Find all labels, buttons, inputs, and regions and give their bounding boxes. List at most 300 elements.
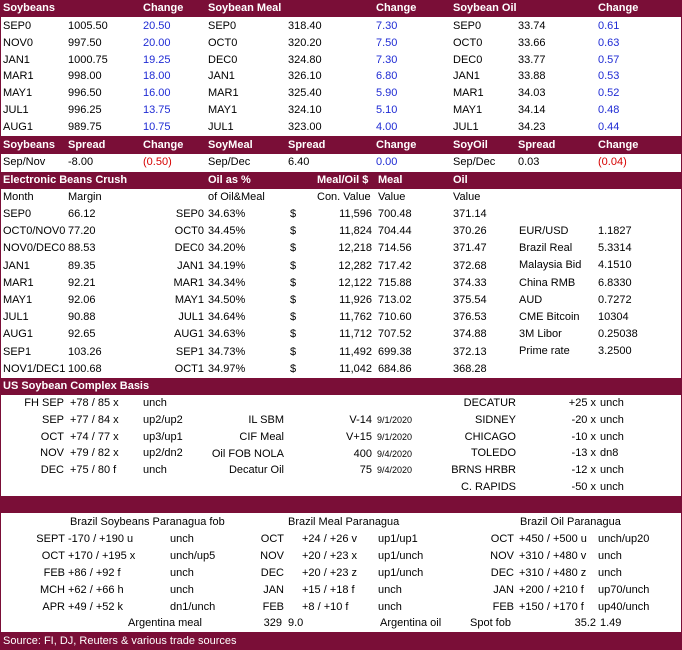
brazil-oil-value: +150 / +170 f — [519, 601, 584, 613]
soybeans-price: 1000.75 — [68, 53, 108, 66]
crush-oil-pct: 34.20% — [208, 242, 246, 255]
oil-change: 0.53 — [598, 70, 620, 83]
basis-change: up2/up2 — [143, 413, 183, 426]
soybeans-price: 996.25 — [68, 104, 102, 116]
crush-month-2: JUL1 — [178, 311, 204, 324]
crush-month-2: MAR1 — [173, 276, 204, 289]
brazil-soy-value: +49 / +52 k — [68, 601, 124, 613]
argentina-meal-label: Argentina meal — [128, 617, 202, 629]
spread-oil-spread-label: Spread — [518, 139, 556, 151]
crush-month-2: AUG1 — [174, 328, 204, 341]
oil-price: 33.66 — [518, 36, 546, 49]
market-value: 0.25038 — [598, 328, 638, 341]
crush-con-value: 12,218 — [338, 242, 372, 255]
crush-oil-pct: 34.34% — [208, 276, 246, 289]
brazil-soy-value: +170 / +195 x — [68, 550, 136, 562]
crush-month: SEP1 — [3, 345, 32, 358]
soybeans-price: 1005.50 — [68, 20, 108, 32]
crush-dollar: $ — [290, 345, 297, 358]
crush-month-2: SEP0 — [175, 208, 204, 220]
brazil-oil-month: FEB — [492, 601, 514, 613]
market-value: 10304 — [598, 311, 629, 323]
market-value: 4.1510 — [598, 259, 632, 272]
brazil-soy-value: -170 / +190 u — [68, 533, 134, 545]
crush-margin: 66.12 — [68, 208, 96, 220]
crush-con-value: 12,122 — [338, 276, 372, 289]
crush-oil-value: 372.68 — [453, 259, 487, 272]
brazil-meal-month: JAN — [263, 584, 284, 596]
crush-dollar: $ — [290, 208, 297, 220]
basis-right-value: -20 x — [571, 413, 596, 426]
brazil-meal-change: up1/up1 — [378, 533, 418, 545]
crush-margin: 103.26 — [68, 345, 102, 358]
crush-meal-value: 704.44 — [378, 225, 412, 238]
basis-mid-date: 9/4/2020 — [377, 465, 413, 476]
basis-mid-name: IL SBM — [248, 414, 284, 426]
crush-meal-value: 684.86 — [378, 362, 412, 375]
crush-month-2: JAN1 — [177, 259, 204, 272]
crush-con-value: 11,762 — [339, 311, 372, 324]
brazil-oil-value: +200 / +210 f — [519, 584, 584, 596]
left-border — [0, 0, 1, 650]
crush-oil-value: 374.33 — [453, 276, 487, 289]
brazil-soy-value: +62 / +66 h — [68, 584, 124, 596]
spread-soy-change: (0.50) — [143, 156, 172, 168]
crush-meal-value: 717.42 — [378, 259, 412, 272]
oil-price: 34.14 — [518, 104, 546, 116]
meal-month: JAN1 — [208, 70, 235, 83]
brazil-divider-band — [0, 496, 682, 512]
basis-right-name: BRNS HRBR — [451, 464, 516, 477]
crush-con-value: 11,712 — [339, 328, 372, 341]
brazil-soy-change: unch/up5 — [170, 550, 216, 562]
crush-margin: 92.06 — [68, 294, 96, 306]
brazil-oil-value: +450 / +500 u — [519, 533, 587, 545]
crush-meal-value: 714.56 — [378, 242, 412, 255]
meal-month: SEP0 — [208, 20, 237, 32]
brazil-meal-month: NOV — [260, 550, 284, 562]
basis-right-change: unch — [600, 430, 624, 443]
basis-mid-name: Decatur Oil — [228, 464, 284, 477]
soybeans-month: NOV0 — [3, 36, 33, 49]
basis-mid-date: 9/1/2020 — [377, 431, 413, 442]
oil-month: OCT0 — [453, 36, 483, 49]
oil-change: 0.48 — [598, 104, 620, 116]
oil-month: DEC0 — [453, 53, 483, 66]
brazil-oil-change: up40/unch — [598, 601, 650, 613]
crush-margin: 92.65 — [68, 328, 96, 341]
crush-margin: 92.21 — [68, 276, 96, 289]
basis-value: +79 / 82 x — [70, 447, 119, 460]
crush-dollar: $ — [290, 225, 297, 238]
source-text: Source: FI, DJ, Reuters & various trade sources — [3, 635, 237, 647]
crush-oil-pct: 34.19% — [208, 259, 246, 272]
brazil-soy-month: APR — [42, 601, 65, 613]
basis-right-value: -10 x — [571, 430, 596, 443]
spread-soy-change-label: Change — [143, 139, 184, 151]
spread-oil-title: SoyOil — [453, 139, 488, 151]
brazil-oil-change: unch — [598, 550, 622, 562]
crush-dollar: $ — [290, 362, 297, 375]
oil-month: JUL1 — [453, 120, 479, 133]
basis-mid-value: V-14 — [349, 414, 372, 426]
argentina-oil-spot-label: Spot fob — [470, 617, 511, 629]
soybeans-month: JUL1 — [3, 104, 29, 116]
crush-margin: 89.35 — [68, 259, 96, 272]
soybeans-change: 16.00 — [143, 87, 171, 100]
basis-right-name: C. RAPIDS — [460, 481, 516, 493]
basis-mid-date: 9/1/2020 — [377, 415, 413, 425]
spread-meal-change: 0.00 — [376, 156, 398, 168]
crush-dollar: $ — [290, 276, 297, 289]
crush-dollar: $ — [290, 242, 297, 255]
brazil-oil-change: unch/up20 — [598, 533, 650, 545]
spread-meal-label: Sep/Dec — [208, 156, 251, 168]
meal-month: OCT0 — [208, 36, 238, 49]
soybeans-month: JAN1 — [3, 53, 30, 66]
oil-title: Soybean Oil — [453, 2, 517, 14]
spread-meal-title: SoyMeal — [208, 139, 253, 151]
crush-meal-value: 707.52 — [378, 328, 412, 341]
basis-change: up3/up1 — [143, 430, 183, 443]
basis-month: SEP — [41, 413, 64, 426]
crush-month: AUG1 — [3, 328, 33, 341]
brazil-soy-change: dn1/unch — [170, 601, 216, 613]
basis-right-name: TOLEDO — [470, 447, 516, 460]
crush-month: OCT0/NOV0 — [3, 225, 66, 238]
argentina-oil-change: 1.49 — [600, 617, 622, 629]
crush-con-value: 11,926 — [339, 294, 372, 306]
argentina-oil-label: Argentina oil — [380, 617, 442, 629]
market-value: 0.7272 — [598, 293, 632, 306]
brazil-meal-change: up1/unch — [378, 567, 424, 579]
meal-change: 6.80 — [376, 70, 398, 83]
crush-dollar: $ — [290, 311, 297, 324]
meal-change: 7.30 — [376, 53, 398, 66]
crush-mealoil-label: Meal/Oil $ — [317, 174, 369, 186]
market-name: Prime rate — [519, 345, 570, 358]
oil-price: 33.74 — [518, 20, 546, 32]
soybeans-change: 20.50 — [143, 20, 171, 32]
oil-month: MAR1 — [453, 87, 484, 100]
meal-price: 324.80 — [288, 53, 322, 66]
crush-meal-label: Meal — [378, 174, 403, 186]
crush-oil-pct: 34.63% — [208, 208, 246, 220]
brazil-meal-value: +24 / +26 v — [302, 533, 358, 545]
market-name: 3M Libor — [519, 328, 562, 341]
crush-month: NOV1/DEC1 — [3, 362, 66, 375]
meal-change: 4.00 — [376, 120, 398, 133]
brazil-oil-title: Brazil Oil Paranagua — [520, 516, 621, 528]
basis-right-value: +25 x — [568, 397, 596, 409]
basis-right-change: dn8 — [600, 447, 619, 460]
meal-change: 7.50 — [376, 36, 398, 49]
brazil-meal-month: FEB — [262, 601, 284, 613]
spread-oil-value: 0.03 — [518, 156, 540, 168]
brazil-soy-value: +86 / +92 f — [68, 567, 121, 579]
basis-mid-value: 75 — [359, 464, 372, 477]
market-value: 1.1827 — [598, 225, 632, 237]
crush-margin: 77.20 — [68, 225, 96, 238]
crush-oil-value: 371.14 — [453, 208, 487, 220]
market-value: 5.3314 — [598, 242, 632, 255]
crush-sub-con: Con. Value — [317, 191, 371, 203]
crush-title: Electronic Beans Crush — [3, 174, 128, 186]
oil-change: 0.52 — [598, 87, 620, 100]
crush-sub-value2: Value — [453, 191, 481, 203]
meal-price: 324.10 — [288, 104, 322, 116]
crush-con-value: 12,282 — [338, 259, 372, 272]
crush-con-value: 11,492 — [339, 345, 372, 358]
brazil-meal-title: Brazil Meal Paranagua — [288, 516, 400, 528]
brazil-soy-change: unch — [170, 533, 194, 545]
brazil-oil-month: DEC — [490, 567, 514, 579]
brazil-meal-value: +20 / +23 x — [302, 550, 358, 562]
basis-mid-value: V+15 — [346, 430, 372, 443]
crush-oil-pct-label: Oil as % — [208, 174, 251, 186]
market-name: AUD — [519, 293, 543, 306]
crush-month-2: OCT0 — [174, 225, 204, 238]
oil-price: 34.03 — [518, 87, 546, 100]
oil-month: JAN1 — [453, 70, 480, 83]
meal-price: 323.00 — [288, 120, 322, 133]
crush-oil-value: 368.28 — [453, 362, 487, 375]
crush-meal-value: 713.02 — [378, 294, 412, 306]
basis-value: +78 / 85 x — [70, 397, 119, 409]
spread-oil-label: Sep/Dec — [453, 156, 496, 168]
crush-sub-month: Month — [3, 191, 34, 203]
meal-change-label: Change — [376, 2, 417, 14]
market-name: China RMB — [519, 276, 576, 289]
crush-month: JUL1 — [3, 311, 29, 324]
brazil-soy-month: FEB — [43, 567, 65, 579]
crush-month: NOV0/DEC0 — [3, 242, 66, 255]
basis-title: US Soybean Complex Basis — [3, 380, 150, 392]
basis-value: +75 / 80 f — [70, 464, 117, 477]
soybeans-price: 998.00 — [68, 70, 102, 83]
soybeans-month: AUG1 — [3, 120, 33, 133]
basis-right-name: DECATUR — [463, 397, 516, 409]
spread-oil-change: (0.04) — [598, 156, 627, 168]
oil-change: 0.44 — [598, 120, 620, 133]
soybeans-change: 20.00 — [143, 36, 171, 49]
crush-sub-margin: Margin — [68, 191, 102, 203]
brazil-meal-value: +20 / +23 z — [302, 567, 358, 579]
crush-con-value: 11,042 — [339, 362, 372, 375]
oil-price: 33.88 — [518, 70, 546, 83]
crush-margin: 100.68 — [68, 362, 102, 375]
argentina-meal-change: 9.0 — [288, 617, 304, 629]
meal-month: DEC0 — [208, 53, 238, 66]
crush-margin: 88.53 — [68, 242, 96, 255]
crush-oil-value: 375.54 — [453, 294, 487, 306]
spread-oil-change-label: Change — [598, 139, 639, 151]
brazil-oil-month: OCT — [490, 533, 514, 545]
basis-month: FH SEP — [24, 397, 64, 409]
meal-price: 325.40 — [288, 87, 322, 100]
brazil-soy-title: Brazil Soybeans Paranagua fob — [70, 516, 225, 528]
crush-meal-value: 710.60 — [378, 311, 412, 324]
basis-right-value: -50 x — [571, 481, 596, 493]
market-value: 6.8330 — [598, 276, 632, 289]
brazil-soy-month: SEPT — [36, 533, 65, 545]
brazil-soy-change: unch — [170, 567, 194, 579]
basis-right-value: -12 x — [571, 464, 596, 477]
soybeans-price: 989.75 — [68, 120, 102, 133]
soybeans-change: 19.25 — [143, 53, 171, 66]
crush-sub-oilmeal: of Oil&Meal — [208, 191, 265, 203]
argentina-oil-value: 35.2 — [574, 617, 596, 629]
crush-meal-value: 715.88 — [378, 276, 412, 289]
crush-month-2: DEC0 — [174, 242, 204, 255]
meal-price: 318.40 — [288, 20, 322, 32]
soybeans-title: Soybeans — [3, 2, 55, 14]
basis-mid-date: 9/4/2020 — [377, 448, 413, 459]
crush-month: SEP0 — [3, 208, 32, 220]
brazil-oil-change: unch — [598, 567, 622, 579]
crush-month-2: OCT1 — [174, 362, 204, 375]
crush-con-value: 11,824 — [339, 225, 372, 238]
brazil-oil-month: JAN — [493, 584, 514, 596]
brazil-oil-value: +310 / +480 v — [519, 550, 587, 562]
crush-sub-value1: Value — [378, 191, 406, 203]
soybeans-month: SEP0 — [3, 20, 32, 32]
crush-dollar: $ — [290, 294, 297, 306]
brazil-meal-change: unch — [378, 584, 402, 596]
soybeans-month: MAY1 — [3, 87, 33, 100]
crush-dollar: $ — [290, 259, 297, 272]
soybeans-month: MAR1 — [3, 70, 34, 83]
meal-month: JUL1 — [208, 120, 234, 133]
crush-oil-value: 372.13 — [453, 345, 487, 358]
brazil-meal-value: +8 / +10 f — [302, 601, 349, 613]
oil-change: 0.61 — [598, 20, 620, 32]
oil-change: 0.57 — [598, 53, 620, 66]
meal-title: Soybean Meal — [208, 2, 282, 14]
crush-oil-pct: 34.45% — [208, 225, 246, 238]
basis-month: NOV — [40, 447, 64, 460]
brazil-soy-month: MCH — [39, 584, 65, 596]
crush-oil-pct: 34.73% — [208, 345, 246, 358]
oil-price: 33.77 — [518, 53, 546, 66]
soybeans-price: 996.50 — [68, 87, 102, 100]
crush-meal-value: 699.38 — [378, 345, 412, 358]
brazil-meal-change: up1/unch — [378, 550, 424, 562]
basis-mid-value: 400 — [353, 447, 372, 460]
crush-oil-value: 374.88 — [453, 328, 487, 341]
soybeans-price: 997.50 — [68, 36, 102, 49]
basis-change: unch — [143, 397, 167, 409]
basis-change: unch — [143, 464, 167, 477]
crush-month: MAY1 — [3, 294, 33, 306]
brazil-top-rule — [0, 512, 682, 513]
basis-right-name: CHICAGO — [464, 430, 516, 443]
brazil-meal-month: OCT — [260, 533, 284, 545]
oil-month: MAY1 — [453, 104, 483, 116]
spread-meal-spread-label: Spread — [288, 139, 326, 151]
brazil-oil-value: +310 / +480 z — [519, 567, 587, 579]
crush-oil-value: 376.53 — [453, 311, 487, 324]
market-name: Malaysia Bid — [519, 259, 582, 272]
spread-soy-title: Soybeans — [3, 139, 55, 151]
basis-right-change: unch — [600, 397, 624, 409]
basis-right-change: unch — [600, 464, 624, 477]
crush-oil-value: 370.26 — [453, 225, 487, 238]
spread-soy-value: -8.00 — [68, 156, 94, 168]
brazil-meal-month: DEC — [260, 567, 284, 579]
meal-change: 5.10 — [376, 104, 398, 116]
spread-meal-change-label: Change — [376, 139, 417, 151]
brazil-oil-month: NOV — [490, 550, 514, 562]
oil-month: SEP0 — [453, 20, 482, 32]
meal-price: 326.10 — [288, 70, 322, 83]
brazil-soy-change: unch — [170, 584, 194, 596]
oil-change-label: Change — [598, 2, 639, 14]
crush-oil-value: 371.47 — [453, 242, 487, 255]
crush-margin: 90.88 — [68, 311, 96, 324]
basis-value: +74 / 77 x — [70, 430, 119, 443]
spread-soy-spread-label: Spread — [68, 139, 106, 151]
crush-month-2: MAY1 — [174, 294, 204, 306]
spread-meal-value: 6.40 — [288, 156, 310, 168]
crush-oil-pct: 34.64% — [208, 311, 246, 324]
basis-mid-name: CIF Meal — [239, 430, 284, 443]
basis-month: DEC — [40, 464, 64, 477]
basis-month: OCT — [40, 430, 64, 443]
meal-change: 7.30 — [376, 20, 398, 32]
brazil-meal-value: +15 / +18 f — [302, 584, 355, 596]
basis-right-name: SIDNEY — [475, 413, 516, 426]
basis-change: up2/dn2 — [143, 447, 183, 460]
basis-right-change: unch — [600, 481, 624, 493]
brazil-soy-month: OCT — [41, 550, 65, 562]
crush-dollar: $ — [290, 328, 297, 341]
crush-month: JAN1 — [3, 259, 30, 272]
futures-header-band — [0, 0, 682, 17]
brazil-meal-change: unch — [378, 601, 402, 613]
meal-price: 320.20 — [288, 36, 322, 49]
oil-price: 34.23 — [518, 120, 546, 133]
meal-change: 5.90 — [376, 87, 398, 100]
soybeans-change: 13.75 — [143, 104, 171, 116]
spread-soy-label: Sep/Nov — [3, 156, 46, 168]
crush-meal-value: 700.48 — [378, 208, 412, 220]
meal-month: MAR1 — [208, 87, 239, 100]
crush-oil-pct: 34.50% — [208, 294, 246, 306]
soybeans-change: 18.00 — [143, 70, 171, 83]
basis-right-change: unch — [600, 413, 624, 426]
crush-month-2: SEP1 — [175, 345, 204, 358]
soybeans-change: 10.75 — [143, 120, 171, 133]
crush-con-value: 11,596 — [339, 208, 372, 220]
crush-oil-pct: 34.97% — [208, 362, 246, 375]
market-name: Brazil Real — [519, 242, 573, 255]
basis-right-value: -13 x — [571, 447, 596, 460]
brazil-oil-change: up70/unch — [598, 584, 650, 596]
meal-month: MAY1 — [208, 104, 238, 116]
crush-oil-label: Oil — [453, 174, 468, 186]
market-value: 3.2500 — [598, 345, 632, 358]
oil-change: 0.63 — [598, 36, 620, 49]
soybeans-change-label: Change — [143, 2, 184, 14]
crush-month: MAR1 — [3, 276, 34, 289]
basis-value: +77 / 84 x — [70, 413, 119, 426]
crush-oil-pct: 34.63% — [208, 328, 246, 341]
basis-mid-name: Oil FOB NOLA — [211, 447, 284, 460]
market-name: EUR/USD — [519, 225, 569, 237]
argentina-meal-value: 329 — [263, 617, 282, 629]
market-name: CME Bitcoin — [519, 311, 580, 323]
